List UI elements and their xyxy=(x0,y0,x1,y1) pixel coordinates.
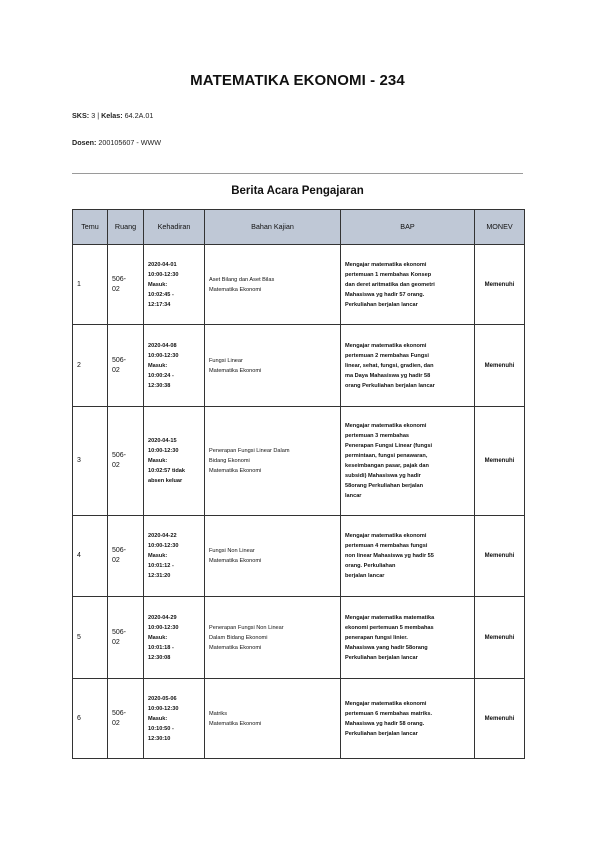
cell-bahan-kajian-line: Matematika Ekonomi xyxy=(209,644,262,651)
kelas-label: Kelas: xyxy=(101,111,123,120)
cell-kehadiran-line: 12:17:34 xyxy=(148,301,171,308)
cell-bap-line: ekonomi pertemuan 5 membahas xyxy=(345,624,434,631)
cell-bap-line: non linear Mahasiswa yg hadir 55 xyxy=(345,553,434,559)
cell-bap-line: Mengajar matematika matematika xyxy=(345,614,435,621)
cell-bap-line: 58orang Perkuliahan berjalan xyxy=(345,483,424,489)
cell-bahan-kajian-line: Matriks xyxy=(209,710,228,717)
cell-temu: 1 xyxy=(73,245,108,325)
cell-bahan-kajian xyxy=(205,325,341,407)
cell-kehadiran-line: 10:02:45 - xyxy=(148,291,174,298)
cell-ruang-line: 02 xyxy=(112,719,120,727)
cell-ruang xyxy=(108,516,144,597)
cell-bahan-kajian-line: Fungsi Linear xyxy=(209,357,243,364)
cell-bahan-kajian-line: Penerapan Fungsi Non Linear xyxy=(209,624,284,631)
cell-bap-line: berjalan lancar xyxy=(345,573,385,579)
col-header-kehadiran: Kehadiran xyxy=(144,210,205,245)
cell-kehadiran-line: 10:01:18 - xyxy=(148,644,174,651)
cell-bahan-kajian-line: Matematika Ekonomi xyxy=(209,720,262,727)
table-row xyxy=(73,516,525,597)
cell-kehadiran-line: 10:00-12:30 xyxy=(148,543,179,549)
table-row xyxy=(73,325,525,407)
cell-kehadiran xyxy=(144,245,205,325)
table-row xyxy=(73,407,525,516)
cell-kehadiran-line: 10:01:12 - xyxy=(148,563,174,569)
col-header-bahan-kajian: Bahan Kajian xyxy=(205,210,341,245)
cell-bahan-kajian-line: Matematika Ekonomi xyxy=(209,286,262,293)
cell-kehadiran-line: 10:00-12:30 xyxy=(148,352,179,359)
cell-kehadiran-line: 12:30:10 xyxy=(148,735,171,742)
cell-kehadiran-line: Masuk: xyxy=(148,553,168,559)
cell-bahan-kajian-line: Penerapan Fungsi Linear Dalam xyxy=(209,448,290,454)
cell-bap-line: orang. Perkuliahan xyxy=(345,563,396,569)
cell-ruang xyxy=(108,597,144,679)
cell-bahan-kajian xyxy=(205,679,341,759)
cell-ruang xyxy=(108,245,144,325)
cell-bahan-kajian-line: Matematika Ekonomi xyxy=(209,367,262,374)
cell-ruang-line: 02 xyxy=(112,366,120,374)
cell-bap-line: ma Daya Mahasiswa yg hadir 58 xyxy=(345,372,431,379)
cell-kehadiran-line: 10:00-12:30 xyxy=(148,624,179,631)
cell-bap-line: Mahasiswa yg hadir 58 orang. xyxy=(345,720,425,727)
cell-monev: Memenuhi xyxy=(475,516,525,597)
cell-bap xyxy=(341,407,475,516)
cell-kehadiran-line: Masuk: xyxy=(148,634,168,641)
cell-kehadiran-line: 10:00-12:30 xyxy=(148,448,179,454)
table-row xyxy=(73,597,525,679)
col-header-bap: BAP xyxy=(341,210,475,245)
cell-kehadiran-line: Masuk: xyxy=(148,281,168,288)
cell-bap xyxy=(341,245,475,325)
cell-kehadiran-line: 2020-04-22 xyxy=(148,533,177,539)
course-info-line xyxy=(72,111,153,120)
section-title: Berita Acara Pengajaran xyxy=(231,185,364,197)
cell-ruang xyxy=(108,325,144,407)
cell-bahan-kajian xyxy=(205,597,341,679)
cell-temu: 5 xyxy=(73,597,108,679)
cell-kehadiran-line: absen keluar xyxy=(148,478,183,484)
cell-bap-line: dan deret aritmatika dan geometri xyxy=(345,281,435,288)
cell-ruang xyxy=(108,407,144,516)
cell-kehadiran xyxy=(144,407,205,516)
cell-bap-line: Mengajar matematika ekonomi xyxy=(345,261,427,268)
cell-bap-line: Perkuliahan berjalan lancar xyxy=(345,654,418,661)
cell-ruang-line: 506- xyxy=(112,628,127,636)
cell-bap-line: Perkuliahan berjalan lancar xyxy=(345,301,418,308)
col-header-monev: MONEV xyxy=(475,210,525,245)
cell-ruang-line: 506- xyxy=(112,547,127,554)
table-row xyxy=(73,245,525,325)
cell-kehadiran xyxy=(144,325,205,407)
cell-bap-line: Perkuliahan berjalan lancar xyxy=(345,730,418,737)
cell-bap-line: keseimbangan pasar, pajak dan xyxy=(345,463,429,469)
col-header-ruang: Ruang xyxy=(108,210,144,245)
cell-kehadiran-line: 10:00-12:30 xyxy=(148,705,179,712)
cell-kehadiran-line: 10:02:57 tidak xyxy=(148,468,186,474)
cell-kehadiran-line: Masuk: xyxy=(148,715,168,722)
cell-ruang-line: 506- xyxy=(112,709,127,717)
bap-table xyxy=(72,209,525,759)
cell-bap-line: pertemuan 2 membahas Fungsi xyxy=(345,352,429,359)
cell-kehadiran xyxy=(144,516,205,597)
cell-kehadiran-line: 2020-04-01 xyxy=(148,261,177,268)
cell-ruang xyxy=(108,679,144,759)
cell-ruang-line: 02 xyxy=(112,557,120,564)
cell-monev: Memenuhi xyxy=(475,407,525,516)
cell-bap-line: pertemuan 3 membahas xyxy=(345,433,410,439)
cell-bap-line: Mahasiswa yg hadir 57 orang. xyxy=(345,291,425,298)
cell-monev: Memenuhi xyxy=(475,245,525,325)
cell-bap xyxy=(341,597,475,679)
cell-monev: Memenuhi xyxy=(475,325,525,407)
cell-bap xyxy=(341,325,475,407)
lecturer-info-line xyxy=(72,138,161,147)
cell-bahan-kajian xyxy=(205,516,341,597)
cell-bap-line: Mengajar matematika ekonomi xyxy=(345,533,427,539)
cell-kehadiran-line: Masuk: xyxy=(148,458,168,464)
cell-bap xyxy=(341,679,475,759)
cell-kehadiran-line: 12:30:38 xyxy=(148,382,171,389)
table-row xyxy=(73,679,525,759)
cell-bap-line: lancar xyxy=(345,493,362,499)
cell-temu: 2 xyxy=(73,325,108,407)
cell-ruang-line: 506- xyxy=(112,356,127,364)
dosen-value: 200105607 - WWW xyxy=(98,138,162,147)
cell-bap-line: pertemuan 4 membahas fungsi xyxy=(345,543,428,549)
divider xyxy=(72,173,523,174)
cell-ruang-line: 506- xyxy=(112,452,127,459)
cell-temu: 6 xyxy=(73,679,108,759)
cell-kehadiran-line: 10:00-12:30 xyxy=(148,271,179,278)
cell-bahan-kajian-line: Matematika Ekonomi xyxy=(209,558,262,564)
cell-bap-line: Mengajar matematika ekonomi xyxy=(345,700,427,707)
cell-kehadiran xyxy=(144,679,205,759)
cell-bap-line: Mengajar matematika ekonomi xyxy=(345,342,427,349)
cell-bahan-kajian xyxy=(205,245,341,325)
cell-monev: Memenuhi xyxy=(475,597,525,679)
cell-bahan-kajian-line: Bidang Ekonomi xyxy=(209,458,250,464)
separator: | xyxy=(97,111,100,120)
cell-temu: 4 xyxy=(73,516,108,597)
cell-bap-line: penerapan fungsi linier. xyxy=(345,634,408,641)
table-header-row xyxy=(73,210,525,245)
cell-bap-line: subsidi) Mahasiswa yg hadir xyxy=(345,473,421,479)
cell-kehadiran-line: 2020-04-29 xyxy=(148,614,177,621)
cell-monev: Memenuhi xyxy=(475,679,525,759)
sks-label: SKS: xyxy=(72,111,90,120)
cell-bap-line: Penerapan Fungsi Linear (fungsi xyxy=(345,443,433,449)
col-header-temu: Temu xyxy=(73,210,108,245)
cell-bap-line: Mengajar matematika ekonomi xyxy=(345,423,427,429)
cell-bap xyxy=(341,516,475,597)
cell-kehadiran-line: 2020-04-08 xyxy=(148,342,177,349)
cell-bap-line: pertemuan 1 membahas Konsep xyxy=(345,271,432,278)
cell-ruang-line: 02 xyxy=(112,462,120,469)
cell-ruang-line: 506- xyxy=(112,275,127,283)
cell-bap-line: pertemuan 6 membahas matriks. xyxy=(345,710,433,717)
cell-bap-line: linear, sehat, fungsi, gradien, dan xyxy=(345,362,434,369)
cell-kehadiran-line: 12:31:20 xyxy=(148,573,171,579)
cell-ruang-line: 02 xyxy=(112,638,120,646)
cell-bahan-kajian-line: Aset Bilang dan Aset Bilas xyxy=(209,276,275,283)
cell-kehadiran-line: 2020-05-06 xyxy=(148,695,177,702)
cell-kehadiran-line: 10:00:24 - xyxy=(148,372,174,379)
kelas-value: 64.2A.01 xyxy=(124,111,154,120)
cell-bahan-kajian-line: Fungsi Non Linear xyxy=(209,548,255,554)
cell-bahan-kajian-line: Dalam Bidang Ekonomi xyxy=(209,634,268,641)
cell-ruang-line: 02 xyxy=(112,285,120,293)
page-title: MATEMATIKA EKONOMI - 234 xyxy=(190,72,405,89)
cell-bap-line: permintaan, fungsi penawaran, xyxy=(345,453,428,459)
cell-kehadiran-line: 2020-04-15 xyxy=(148,438,177,444)
cell-temu: 3 xyxy=(73,407,108,516)
sks-value: 3 xyxy=(91,111,96,120)
cell-bahan-kajian xyxy=(205,407,341,516)
cell-kehadiran xyxy=(144,597,205,679)
cell-kehadiran-line: Masuk: xyxy=(148,362,168,369)
cell-bap-line: orang Perkuliahan berjalan lancar xyxy=(345,382,435,389)
cell-kehadiran-line: 10:10:50 - xyxy=(148,725,174,732)
dosen-label: Dosen: xyxy=(72,138,97,147)
cell-kehadiran-line: 12:30:08 xyxy=(148,654,171,661)
cell-bahan-kajian-line: Matematika Ekonomi xyxy=(209,468,262,474)
cell-bap-line: Mahasiswa yang hadir 58orang xyxy=(345,644,428,651)
